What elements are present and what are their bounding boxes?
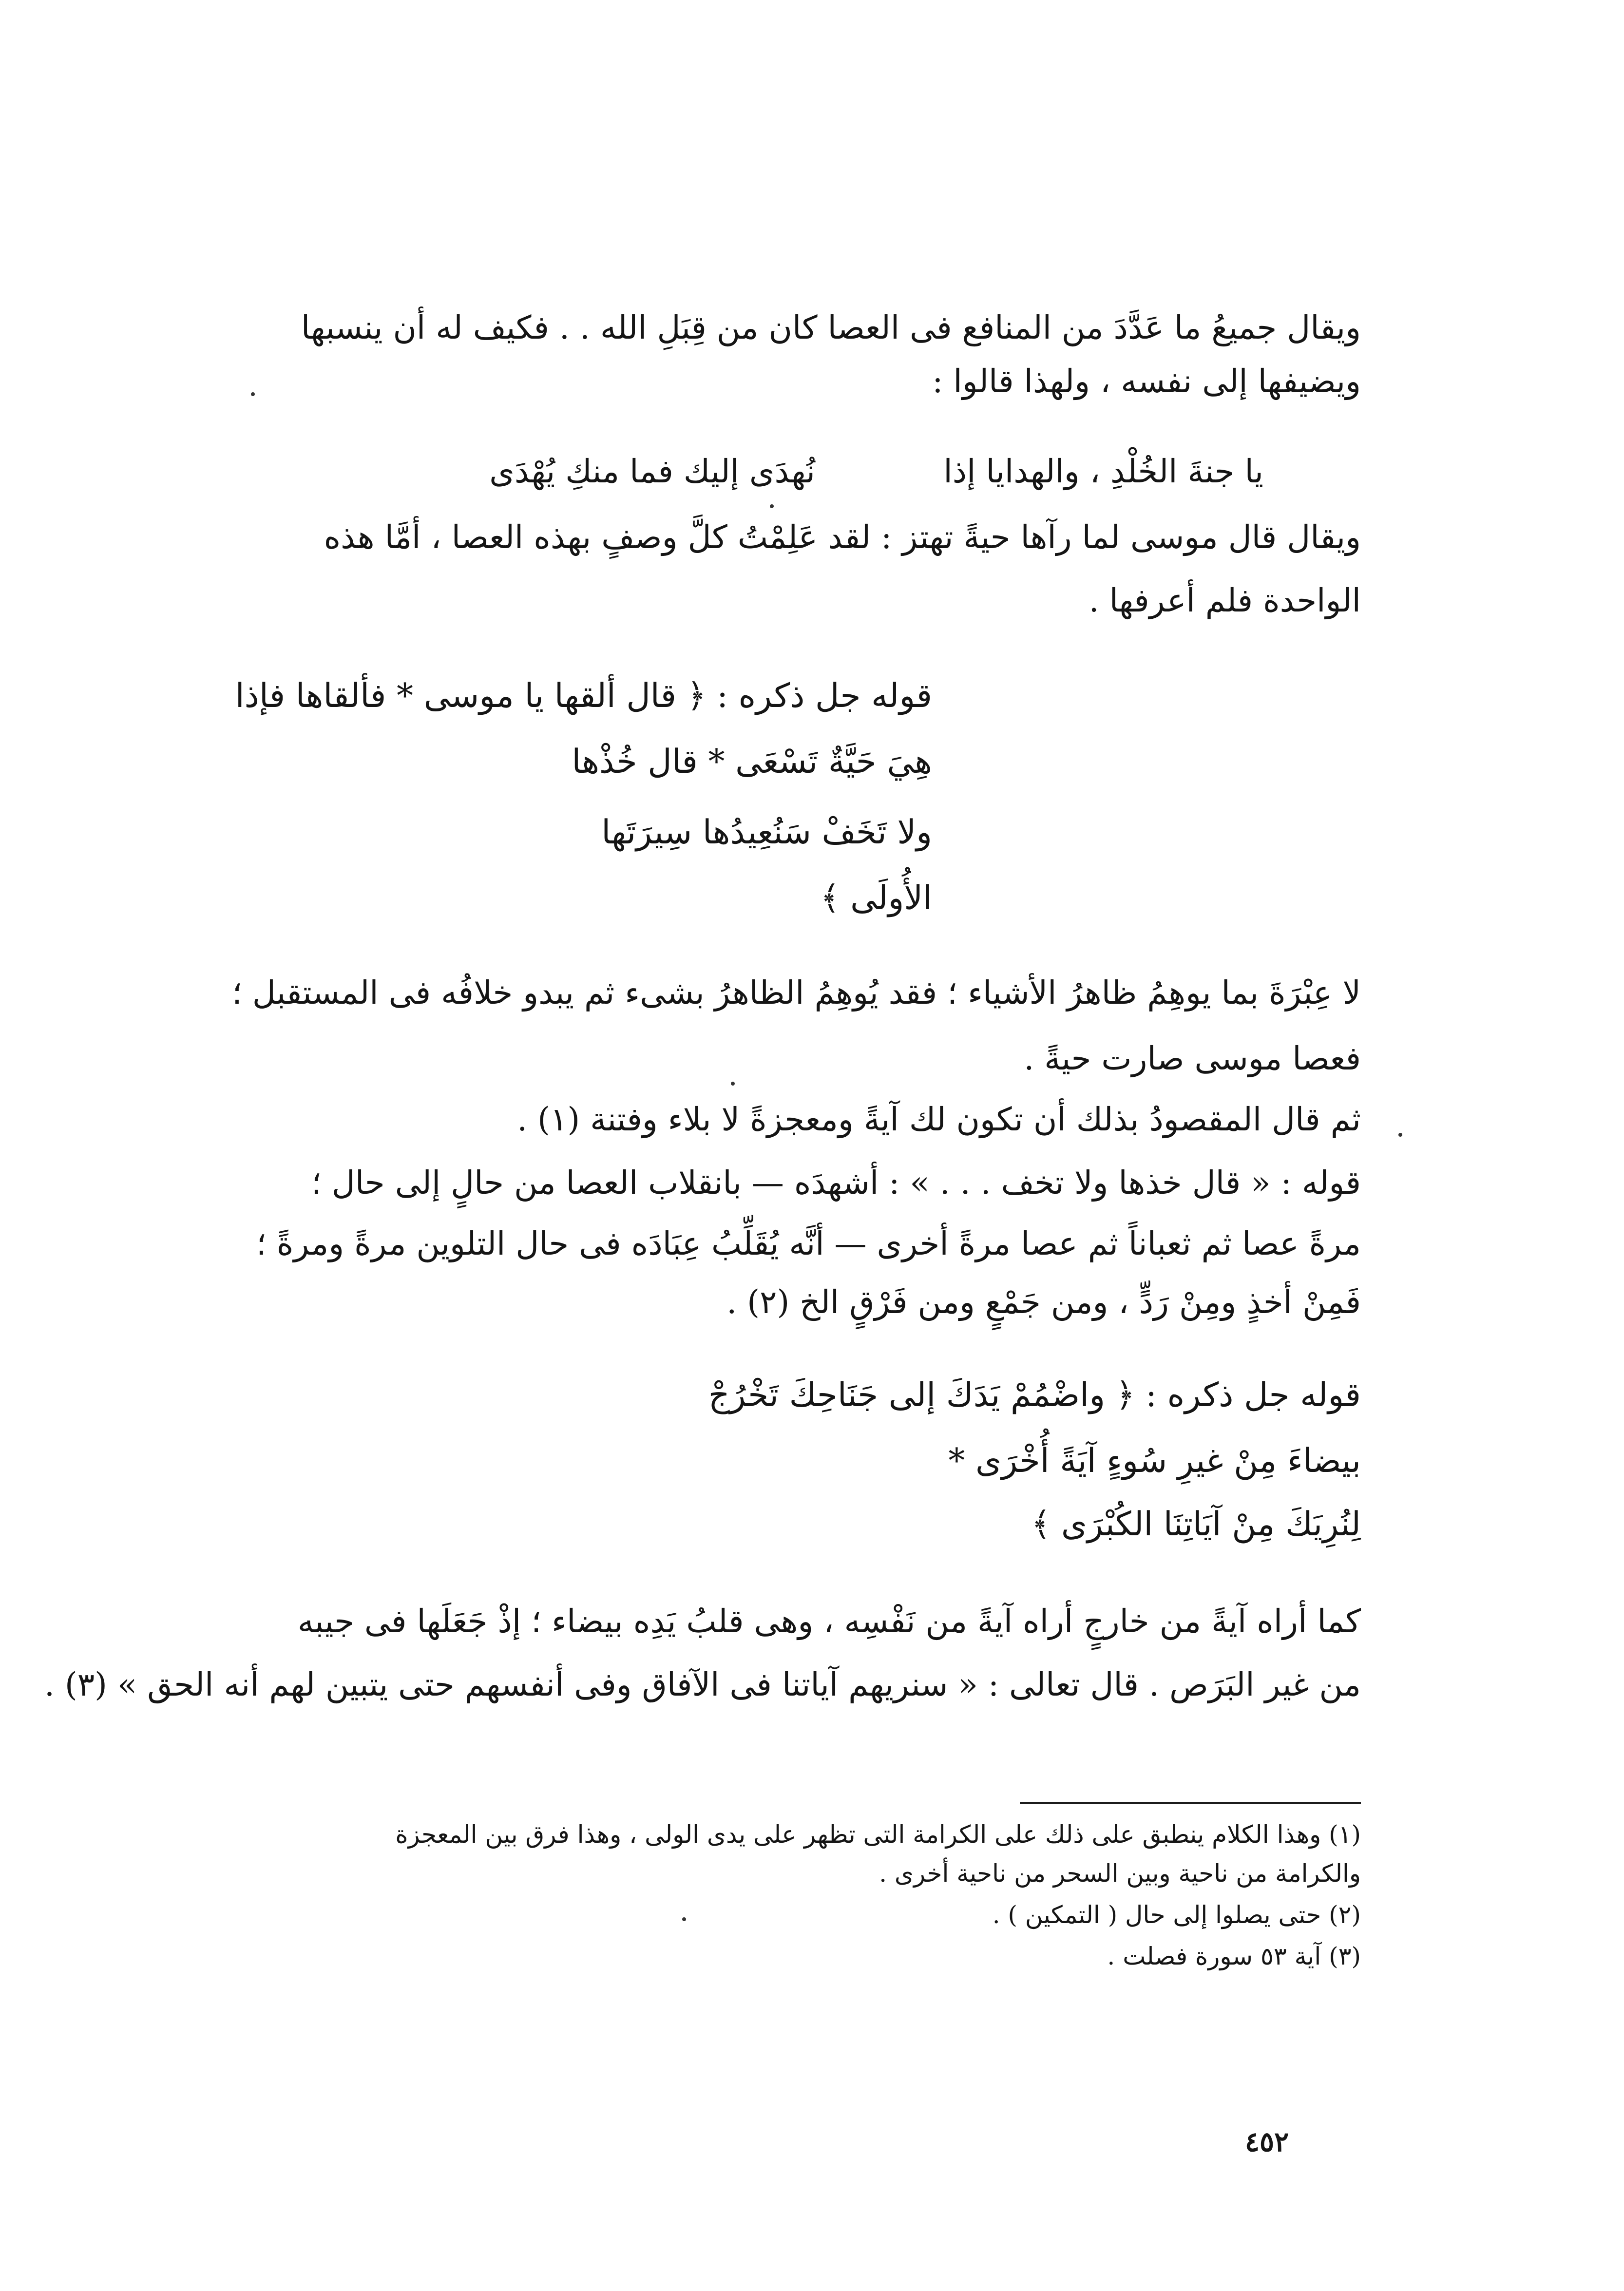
footnote-line: (٢) حتى يصلوا إلى حال ( التمكين ) .: [992, 1901, 1361, 1929]
scan-speck: [251, 392, 255, 396]
body-line: مرةً عصا ثم ثعباناً ثم عصا مرةً أخرى — أنَّه يُقَلِّبُ عِبَادَه فى حال التلوين مرةً ومرةً ؛: [256, 1225, 1361, 1262]
page-number: ٤٥٢: [1244, 2126, 1289, 2158]
quran-heading-line: لِنُرِيَكَ مِنْ آيَاتِنَا الكُبْرَى ﴾: [1031, 1505, 1361, 1544]
quran-heading-line: قوله جل ذكره : ﴿ واضْمُمْ يَدَكَ إلى جَنَاحِكَ تَخْرُجْ: [708, 1376, 1361, 1414]
quran-heading-line: بيضاءَ مِنْ غيرِ سُوءٍ آيَةً أُخْرَى *: [948, 1442, 1361, 1480]
quran-heading-line: قوله جل ذكره : ﴿ قال ألقها يا موسى * فألقاها فإذا: [235, 677, 932, 715]
body-line: لا عِبْرَةَ بما يوهِمُ ظاهرُ الأشياء ؛ فقد يُوهِمُ الظاهرُ بشىء ثم يبدو خلافُه فى المستقبل ؛: [231, 974, 1361, 1012]
scan-speck: [731, 1082, 735, 1086]
footnote-rule: [1020, 1802, 1361, 1804]
body-line: ويقال قال موسى لما رآها حيةً تهتز : لقد عَلِمْتُ كلَّ وصفٍ بهذه العصا ، أمَّا هذه: [324, 518, 1361, 556]
body-line: فَمِنْ أخذٍ ومِنْ رَدٍّ ، ومن جَمْعٍ ومن فَرْقٍ الخ (٢) .: [726, 1283, 1361, 1321]
footnote-line: (١) وهذا الكلام ينطبق على ذلك على الكرامة التى تظهر على يدى الولى ، وهذا فرق بين المعجزة: [395, 1820, 1361, 1849]
quran-heading-line: الأُولَى ﴾: [820, 879, 932, 917]
body-line: من غير البَرَص . قال تعالى : « سنريهم آياتنا فى الآفاق وفى أنفسهم حتى يتبين لهم أنه الحق » (٣) .: [44, 1666, 1361, 1703]
footnote-line: والكرامة من ناحية وبين السحر من ناحية أخرى .: [879, 1859, 1361, 1888]
body-line: كما أراه آيةً من خارجٍ أراه آيةً من نَفْسِه ، وهى قلبُ يَدِه بيضاء ؛ إذْ جَعَلَها فى جيبه: [297, 1603, 1361, 1640]
body-line: ثم قال المقصودُ بذلك أن تكون لك آيةً ومعجزةً لا بلاء وفتنة (١) .: [517, 1101, 1361, 1138]
quran-heading-line: ولا تَخَفْ سَنُعِيدُها سِيرَتَها: [601, 813, 932, 852]
body-line: فعصا موسى صارت حيةً .: [1024, 1040, 1361, 1077]
body-line: الواحدة فلم أعرفها .: [1089, 582, 1361, 619]
quran-heading-line: هِيَ حَيَّةٌ تَسْعَى * قال خُذْها: [572, 743, 932, 781]
footnote-line: (٣) آية ٥٣ سورة فصلت .: [1107, 1942, 1361, 1970]
scan-speck: [1398, 1133, 1402, 1137]
verse-first-hemistich: يا جنةَ الخُلْدِ ، والهدايا إذا: [943, 453, 1263, 490]
body-line: ويضيفها إلى نفسه ، ولهذا قالوا :: [932, 363, 1361, 400]
scan-speck: [682, 1917, 686, 1921]
body-line: قوله : « قال خذها ولا تخف . . . » : أشهدَه — بانقلاب العصا من حالٍ إلى حال ؛: [311, 1164, 1361, 1202]
body-line: ويقال جميعُ ما عَدَّدَ من المنافع فى العصا كان من قِبَلِ الله . . فكيف له أن ينسبها: [301, 309, 1361, 346]
scan-speck: [770, 504, 774, 508]
verse-second-hemistich: نُهدَى إليك فما منكِ يُهْدَى: [489, 453, 815, 490]
